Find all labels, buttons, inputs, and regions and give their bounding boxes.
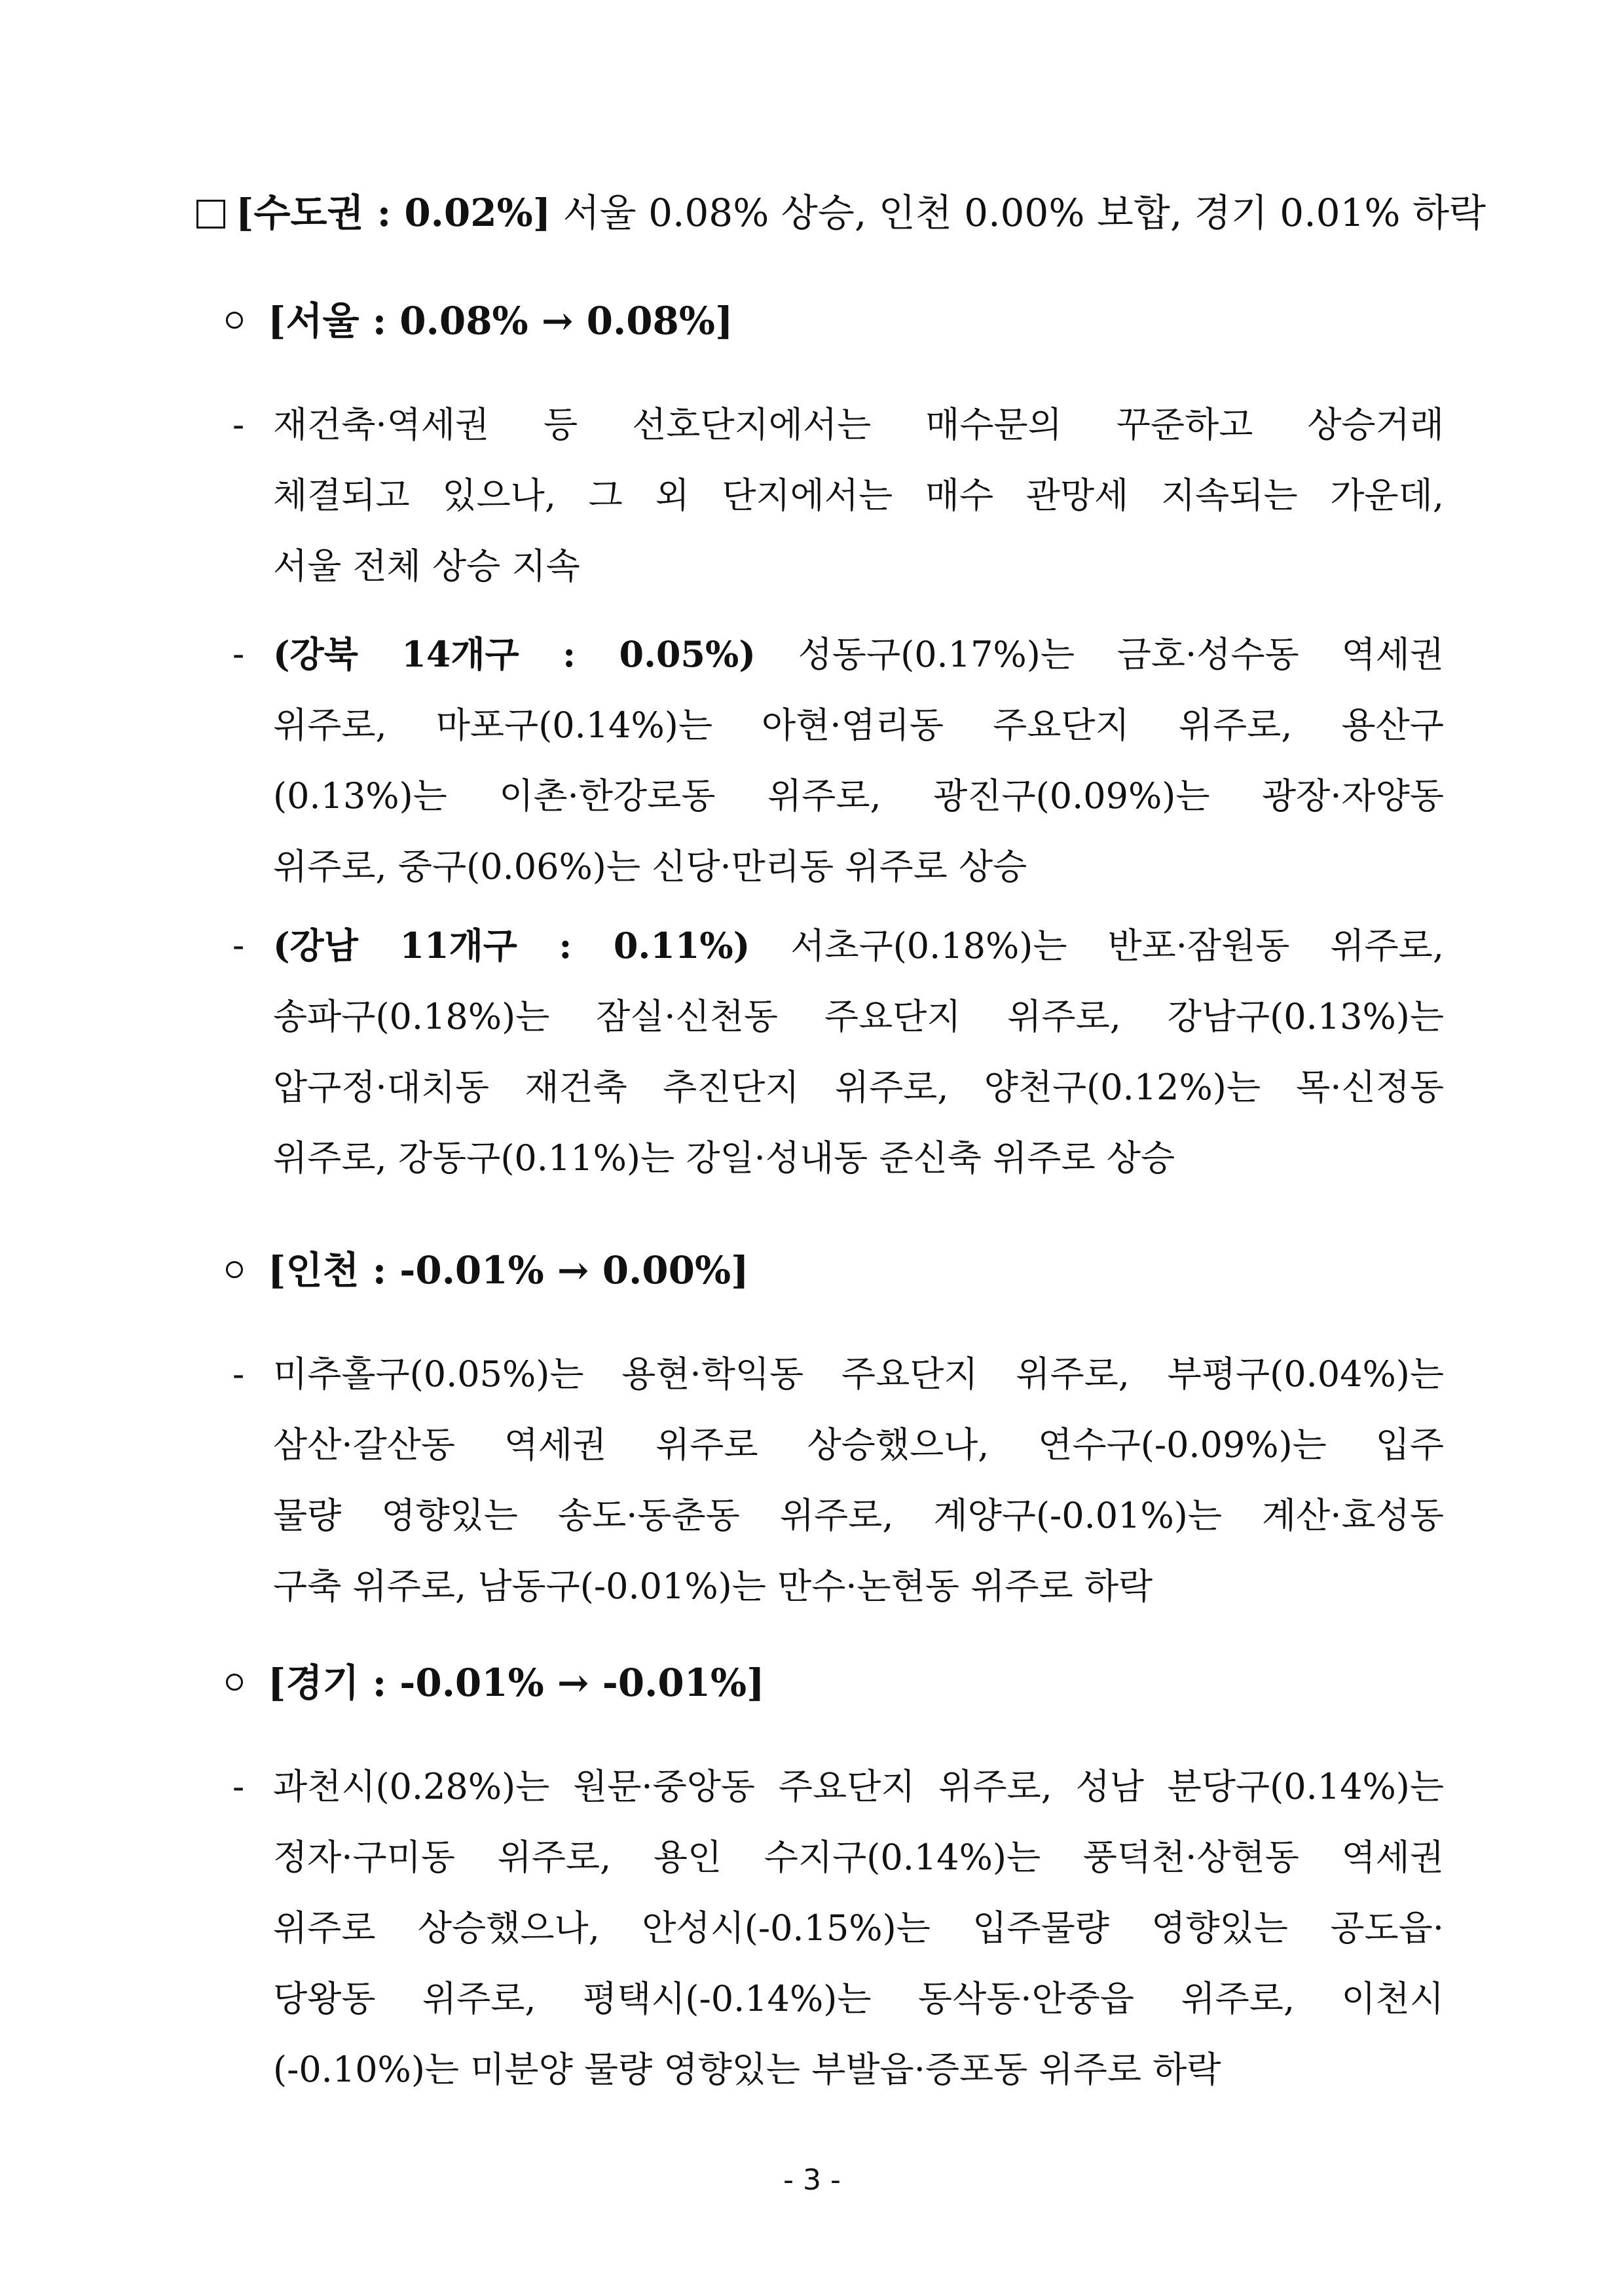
- seoul-heading: [226, 295, 733, 347]
- dash-marker: -: [232, 1353, 245, 1395]
- bullet-line: 과천시(0.28%)는 원문·중앙동 주요단지 위주로, 성남 분당구(0.14%)는: [273, 1766, 1444, 1807]
- circle-bullet-icon: [226, 1261, 243, 1278]
- page-number: - 3 -: [783, 2163, 841, 2197]
- summary-header-title: [수도권 : 0.02%]: [236, 191, 551, 235]
- circle-bullet-icon: [226, 312, 243, 329]
- bullet-line: 위주로 상승했으나, 안성시(-0.15%)는 입주물량 영향있는 공도읍·: [273, 1907, 1444, 1949]
- gyeonggi-heading-text: [경기 : -0.01% → -0.01%]: [268, 1661, 765, 1705]
- summary-header-text: 서울 0.08% 상승, 인천 0.00% 보합, 경기 0.01% 하락: [551, 191, 1486, 235]
- seoul-bullet-gangnam: [232, 910, 1444, 1194]
- summary-header: [196, 187, 1486, 239]
- bullet-line: 압구정·대치동 재건축 추진단지 위주로, 양천구(0.12%)는 목·신정동: [273, 1067, 1444, 1108]
- bullet-line: 당왕동 위주로, 평택시(-0.14%)는 동삭동·안중읍 위주로, 이천시: [273, 1978, 1444, 2019]
- dash-marker: -: [232, 1766, 245, 1807]
- bullet-line: 재건축·역세권 등 선호단지에서는 매수문의 꾸준하고 상승거래: [273, 404, 1444, 445]
- bullet-line: [273, 910, 1444, 982]
- bullet-line: (-0.10%)는 미분양 물량 영향있는 부발읍·증포동 위주로 하락: [273, 2049, 1221, 2090]
- bullet-line: 서울 전체 상승 지속: [273, 545, 580, 587]
- gyeonggi-bullet-1: [232, 1752, 1444, 2105]
- bullet-line: 물량 영향있는 송도·동춘동 위주로, 계양구(-0.01%)는 계산·효성동: [273, 1495, 1444, 1536]
- bullet-line: 구축 위주로, 남동구(-0.01%)는 만수·논현동 위주로 하락: [273, 1566, 1153, 1607]
- bullet-line: 위주로, 마포구(0.14%)는 아현·염리동 주요단지 위주로, 용산구: [273, 705, 1444, 746]
- circle-bullet-icon: [226, 1674, 243, 1691]
- bullet-line: (0.13%)는 이촌·한강로동 위주로, 광진구(0.09%)는 광장·자양동: [273, 775, 1444, 817]
- gangnam-label: (강남 11개구 : 0.11%): [273, 925, 750, 966]
- dash-marker: -: [232, 633, 245, 674]
- bullet-line: 미추홀구(0.05%)는 용현·학익동 주요단지 위주로, 부평구(0.04%)는: [273, 1353, 1444, 1395]
- bullet-line: 정자·구미동 위주로, 용인 수지구(0.14%)는 풍덕천·상현동 역세권: [273, 1837, 1444, 1878]
- dash-marker: -: [232, 925, 245, 966]
- bullet-line: 위주로, 강동구(0.11%)는 강일·성내동 준신축 위주로 상승: [273, 1137, 1175, 1179]
- bullet-line: 송파구(0.18%)는 잠실·신천동 주요단지 위주로, 강남구(0.13%)는: [273, 996, 1444, 1037]
- gyeonggi-heading: [226, 1657, 765, 1709]
- dash-marker: -: [232, 404, 245, 445]
- seoul-bullet-gangbuk: [232, 619, 1444, 902]
- gangbuk-label: (강북 14개구 : 0.05%): [273, 633, 756, 675]
- checkbox-square-icon: [196, 200, 225, 229]
- seoul-heading-text: [서울 : 0.08% → 0.08%]: [268, 299, 733, 343]
- bullet-line: 체결되고 있으나, 그 외 단지에서는 매수 관망세 지속되는 가운데,: [273, 475, 1444, 516]
- gangbuk-line1-text: 성동구(0.17%)는 금호·성수동 역세권: [755, 634, 1444, 675]
- bullet-line: 삼산·갈산동 역세권 위주로 상승했으나, 연수구(-0.09%)는 입주: [273, 1424, 1444, 1465]
- incheon-heading: [226, 1244, 749, 1296]
- bullet-line: 위주로, 중구(0.06%)는 신당·만리동 위주로 상승: [273, 846, 1027, 887]
- gangnam-line1-text: 서초구(0.18%)는 반포·잠원동 위주로,: [750, 925, 1444, 966]
- bullet-line: [273, 619, 1444, 690]
- incheon-bullet-1: [232, 1339, 1444, 1622]
- incheon-heading-text: [인천 : -0.01% → 0.00%]: [268, 1248, 749, 1293]
- seoul-bullet-1: [232, 390, 1444, 602]
